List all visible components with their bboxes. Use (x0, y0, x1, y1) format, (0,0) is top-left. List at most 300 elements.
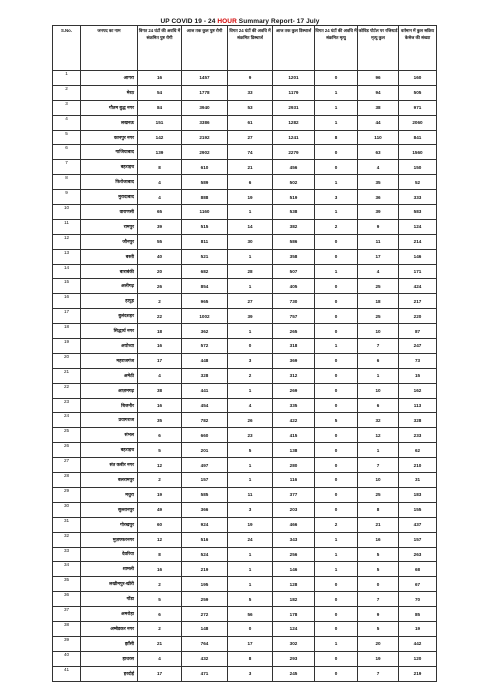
total-cases: 585 (182, 487, 228, 502)
district-name: वाराणसी (81, 205, 138, 220)
serial-number: 36 (53, 592, 81, 607)
total-discharged: 280 (273, 458, 315, 473)
serial-number: 37 (53, 607, 81, 622)
total-deaths: 36 (358, 190, 399, 205)
deaths-24h: 0 (315, 428, 358, 443)
new-cases-24h: 6 (138, 607, 182, 622)
table-row (53, 368, 437, 383)
new-cases-24h: 40 (138, 249, 182, 264)
total-deaths: 4 (358, 160, 399, 175)
new-cases-24h: 26 (138, 279, 182, 294)
total-deaths: 38 (358, 100, 399, 115)
discharged-24h: 9 (228, 71, 273, 86)
total-discharged: 256 (273, 547, 315, 562)
active-cases: 67 (399, 577, 437, 592)
total-deaths: 19 (358, 651, 399, 666)
title-suffix: Summary Report- 17 July (236, 18, 320, 25)
deaths-24h: 0 (315, 443, 358, 458)
active-cases: 15 (399, 368, 437, 383)
total-deaths: 7 (358, 592, 399, 607)
total-discharged: 1282 (273, 115, 315, 130)
district-name: मुरादाबाद (81, 190, 138, 205)
discharged-24h: 0 (228, 339, 273, 354)
total-cases: 362 (182, 324, 228, 339)
discharged-24h: 1 (228, 383, 273, 398)
deaths-24h: 0 (315, 666, 358, 681)
serial-number: 15 (53, 279, 81, 294)
table-row (53, 487, 437, 502)
active-cases: 424 (399, 279, 437, 294)
serial-number: 20 (53, 353, 81, 368)
new-cases-24h: 16 (138, 562, 182, 577)
serial-number: 2 (53, 85, 81, 100)
discharged-24h: 33 (228, 85, 273, 100)
total-discharged: 178 (273, 607, 315, 622)
total-discharged: 293 (273, 651, 315, 666)
serial-number: 24 (53, 413, 81, 428)
district-name: अमेठी (81, 368, 138, 383)
discharged-24h: 19 (228, 517, 273, 532)
active-cases: 150 (399, 160, 437, 175)
deaths-24h: 1 (315, 205, 358, 220)
active-cases: 210 (399, 458, 437, 473)
total-cases: 682 (182, 264, 228, 279)
total-cases-header: आज तक कुल पुष्ट रोगी (182, 26, 228, 71)
discharged-24h: 21 (228, 160, 273, 175)
deaths-24h: 0 (315, 71, 358, 86)
table-row (53, 517, 437, 532)
active-cases: 1560 (399, 145, 437, 160)
deaths-24h: 1 (315, 264, 358, 279)
new-cases-24h: 55 (138, 234, 182, 249)
total-deaths: 7 (358, 339, 399, 354)
sno-header: S.No. (53, 26, 81, 71)
district-name: गोंडा (81, 592, 138, 607)
new-cases-24h: 21 (138, 636, 182, 651)
total-cases: 660 (182, 428, 228, 443)
new-cases-24h: 60 (138, 517, 182, 532)
title-prefix: UP COVID 19 - 24 (160, 18, 218, 25)
total-discharged: 358 (273, 249, 315, 264)
serial-number: 3 (53, 100, 81, 115)
table-row (53, 458, 437, 473)
total-discharged-header: आज तक कुल डिस्चार्ज (273, 26, 315, 71)
serial-number: 19 (53, 339, 81, 354)
total-discharged: 422 (273, 413, 315, 428)
new-cases-24h: 54 (138, 85, 182, 100)
table-row (53, 115, 437, 130)
new-cases-24h-header: विगत 24 घंटों की अवधि में संक्रमित पुष्ट रोगी (138, 26, 182, 71)
district-name: आज़मगढ़ (81, 383, 138, 398)
district-name: देवरिया (81, 547, 138, 562)
district-name: गोरखपुर (81, 517, 138, 532)
total-cases: 454 (182, 398, 228, 413)
total-discharged: 519 (273, 190, 315, 205)
discharged-24h: 28 (228, 264, 273, 279)
table-row (53, 621, 437, 636)
total-deaths: 8 (358, 502, 399, 517)
total-cases: 524 (182, 547, 228, 562)
serial-number: 17 (53, 309, 81, 324)
discharged-24h: 1 (228, 249, 273, 264)
total-discharged: 128 (273, 577, 315, 592)
deaths-24h: 0 (315, 398, 358, 413)
table-row (53, 651, 437, 666)
discharged-24h: 2 (228, 368, 273, 383)
total-discharged: 245 (273, 666, 315, 681)
total-deaths: 39 (358, 205, 399, 220)
serial-number: 10 (53, 205, 81, 220)
discharged-24h: 1 (228, 547, 273, 562)
total-cases: 201 (182, 443, 228, 458)
active-cases: 220 (399, 309, 437, 324)
serial-number: 12 (53, 234, 81, 249)
new-cases-24h: 4 (138, 651, 182, 666)
total-cases: 888 (182, 190, 228, 205)
total-cases: 148 (182, 621, 228, 636)
active-cases: 583 (399, 205, 437, 220)
serial-number: 26 (53, 443, 81, 458)
active-cases: 263 (399, 547, 437, 562)
serial-number: 31 (53, 517, 81, 532)
total-cases: 328 (182, 368, 228, 383)
district-name: फिरोजाबाद (81, 175, 138, 190)
total-deaths: 16 (358, 532, 399, 547)
total-discharged: 318 (273, 339, 315, 354)
title-highlight: HOUR (217, 18, 237, 25)
total-cases: 610 (182, 160, 228, 175)
district-name: बिजनौर (81, 398, 138, 413)
new-cases-24h: 16 (138, 71, 182, 86)
district-name: बुलंदशहर (81, 309, 138, 324)
table-row (53, 249, 437, 264)
table-row (53, 145, 437, 160)
table-body (53, 71, 437, 682)
total-cases: 432 (182, 651, 228, 666)
total-deaths: 6 (358, 353, 399, 368)
total-cases: 157 (182, 473, 228, 488)
total-cases: 811 (182, 234, 228, 249)
deaths-24h: 0 (315, 592, 358, 607)
active-cases: 73 (399, 353, 437, 368)
table-row (53, 398, 437, 413)
table-row (53, 279, 437, 294)
new-cases-24h: 84 (138, 100, 182, 115)
table-row (53, 219, 437, 234)
new-cases-24h: 19 (138, 487, 182, 502)
active-cases: 62 (399, 443, 437, 458)
table-row (53, 413, 437, 428)
discharged-24h: 4 (228, 398, 273, 413)
table-row (53, 264, 437, 279)
table-row (53, 205, 437, 220)
serial-number: 25 (53, 428, 81, 443)
active-cases-header: वर्तमान में कुल सक्रिय केसेज की संख्या (399, 26, 437, 71)
district-name: जौनपुर (81, 234, 138, 249)
active-cases: 217 (399, 294, 437, 309)
deaths-24h: 0 (315, 383, 358, 398)
total-cases: 272 (182, 607, 228, 622)
new-cases-24h: 142 (138, 130, 182, 145)
active-cases: 247 (399, 339, 437, 354)
active-cases: 160 (399, 71, 437, 86)
serial-number: 1 (53, 71, 81, 86)
table-row (53, 562, 437, 577)
deaths-24h: 0 (315, 577, 358, 592)
discharged-24h: 23 (228, 428, 273, 443)
total-cases: 1002 (182, 309, 228, 324)
new-cases-24h: 12 (138, 458, 182, 473)
total-discharged: 538 (273, 205, 315, 220)
total-discharged: 1179 (273, 85, 315, 100)
deaths-24h: 0 (315, 502, 358, 517)
new-cases-24h: 151 (138, 115, 182, 130)
total-cases: 764 (182, 636, 228, 651)
new-cases-24h: 35 (138, 413, 182, 428)
active-cases: 31 (399, 473, 437, 488)
table-row (53, 607, 437, 622)
serial-number: 18 (53, 324, 81, 339)
total-discharged: 507 (273, 264, 315, 279)
total-discharged: 1241 (273, 130, 315, 145)
discharged-24h: 27 (228, 294, 273, 309)
deaths-24h: 1 (315, 115, 358, 130)
serial-number: 38 (53, 621, 81, 636)
deaths-24h: 0 (315, 353, 358, 368)
serial-number: 23 (53, 398, 81, 413)
deaths-24h: 0 (315, 249, 358, 264)
active-cases: 971 (399, 100, 437, 115)
total-discharged: 203 (273, 502, 315, 517)
active-cases: 85 (399, 607, 437, 622)
total-cases: 3940 (182, 100, 228, 115)
serial-number: 6 (53, 145, 81, 160)
active-cases: 505 (399, 85, 437, 100)
district-name: संभल (81, 428, 138, 443)
discharged-24h: 3 (228, 666, 273, 681)
active-cases: 437 (399, 517, 437, 532)
new-cases-24h: 8 (138, 160, 182, 175)
total-deaths: 96 (358, 71, 399, 86)
serial-number: 27 (53, 458, 81, 473)
district-name: शामली (81, 562, 138, 577)
deaths-24h: 1 (315, 562, 358, 577)
table-row (53, 666, 437, 681)
discharged-24h: 1 (228, 473, 273, 488)
total-deaths: 5 (358, 547, 399, 562)
serial-number: 28 (53, 473, 81, 488)
discharged-24h: 1 (228, 562, 273, 577)
serial-number: 32 (53, 532, 81, 547)
new-cases-24h: 2 (138, 577, 182, 592)
deaths-24h: 0 (315, 234, 358, 249)
table-row (53, 547, 437, 562)
total-cases: 195 (182, 577, 228, 592)
total-deaths: 4 (358, 264, 399, 279)
total-deaths: 6 (358, 398, 399, 413)
district-name: प्रयागराज (81, 413, 138, 428)
active-cases: 124 (399, 219, 437, 234)
serial-number: 5 (53, 130, 81, 145)
total-cases: 924 (182, 517, 228, 532)
serial-number: 30 (53, 502, 81, 517)
total-cases: 521 (182, 249, 228, 264)
discharged-24h: 14 (228, 219, 273, 234)
district-name: अम्बेडकर नगर (81, 621, 138, 636)
deaths-24h: 0 (315, 487, 358, 502)
total-deaths: 10 (358, 324, 399, 339)
deaths-24h: 0 (315, 324, 358, 339)
serial-number: 21 (53, 368, 81, 383)
active-cases: 162 (399, 383, 437, 398)
deaths-24h: 0 (315, 279, 358, 294)
active-cases: 214 (399, 234, 437, 249)
total-deaths: 110 (358, 130, 399, 145)
table-row (53, 294, 437, 309)
table-row (53, 473, 437, 488)
discharged-24h: 1 (228, 279, 273, 294)
active-cases: 146 (399, 249, 437, 264)
table-row (53, 71, 437, 86)
deaths-24h: 0 (315, 160, 358, 175)
total-cases: 2192 (182, 130, 228, 145)
new-cases-24h: 8 (138, 547, 182, 562)
deaths-24h: 1 (315, 85, 358, 100)
deaths-24h: 0 (315, 294, 358, 309)
total-discharged: 757 (273, 309, 315, 324)
table-row (53, 383, 437, 398)
discharged-24h: 1 (228, 577, 273, 592)
total-discharged: 377 (273, 487, 315, 502)
total-discharged: 405 (273, 279, 315, 294)
total-deaths: 25 (358, 279, 399, 294)
total-discharged: 335 (273, 398, 315, 413)
deaths-24h: 1 (315, 100, 358, 115)
deaths-24h: 1 (315, 547, 358, 562)
total-discharged: 2279 (273, 145, 315, 160)
deaths-24h: 3 (315, 190, 358, 205)
discharged-24h: 0 (228, 621, 273, 636)
total-cases: 441 (182, 383, 228, 398)
deaths-24h: 1 (315, 339, 358, 354)
total-discharged: 182 (273, 592, 315, 607)
active-cases: 2060 (399, 115, 437, 130)
table-row (53, 309, 437, 324)
total-cases: 1160 (182, 205, 228, 220)
discharged-24h: 1 (228, 458, 273, 473)
deaths-24h: 0 (315, 651, 358, 666)
serial-number: 39 (53, 636, 81, 651)
total-discharged: 312 (273, 368, 315, 383)
discharged-24h: 53 (228, 100, 273, 115)
new-cases-24h: 39 (138, 219, 182, 234)
total-cases: 366 (182, 502, 228, 517)
total-deaths: 5 (358, 621, 399, 636)
district-name: हाथरस (81, 651, 138, 666)
total-deaths: 1 (358, 443, 399, 458)
district-name: अयोध्या (81, 339, 138, 354)
total-deaths: 5 (358, 562, 399, 577)
table-row (53, 130, 437, 145)
discharged-24h: 5 (228, 443, 273, 458)
total-deaths: 11 (358, 234, 399, 249)
serial-number: 33 (53, 547, 81, 562)
district-name: हरदोई (81, 666, 138, 681)
active-cases: 157 (399, 532, 437, 547)
total-deaths: 32 (358, 413, 399, 428)
new-cases-24h: 2 (138, 621, 182, 636)
district-name: संत कबीर नगर (81, 458, 138, 473)
deaths-24h: 0 (315, 145, 358, 160)
district-name: बाराबंकी (81, 264, 138, 279)
discharged-24h: 61 (228, 115, 273, 130)
new-cases-24h: 18 (138, 324, 182, 339)
total-cases: 515 (182, 219, 228, 234)
district-name: सिद्धार्थ नगर (81, 324, 138, 339)
total-deaths: 94 (358, 85, 399, 100)
district-name: मेरठ (81, 85, 138, 100)
deaths-24h: 1 (315, 636, 358, 651)
total-cases: 965 (182, 294, 228, 309)
discharged-24h: 39 (228, 309, 273, 324)
new-cases-24h: 38 (138, 383, 182, 398)
total-discharged: 265 (273, 324, 315, 339)
district-name: लखीमपुर-खीरी (81, 577, 138, 592)
total-deaths: 1 (358, 368, 399, 383)
discharged-24h: 26 (228, 413, 273, 428)
table-row (53, 532, 437, 547)
total-deaths-header: कोविड पोर्टल पर रजिस्टर्ड मृत्यु कुल (358, 26, 399, 71)
discharged-24h: 3 (228, 353, 273, 368)
discharged-24h: 8 (228, 651, 273, 666)
serial-number: 11 (53, 219, 81, 234)
summary-table (52, 25, 437, 682)
district-header: जनपद का नाम (81, 26, 138, 71)
total-cases: 497 (182, 458, 228, 473)
total-discharged: 124 (273, 621, 315, 636)
active-cases: 87 (399, 324, 437, 339)
district-name: बहराइच (81, 443, 138, 458)
table-row (53, 592, 437, 607)
new-cases-24h: 49 (138, 502, 182, 517)
total-cases: 1778 (182, 85, 228, 100)
total-discharged: 302 (273, 636, 315, 651)
discharged-24h: 74 (228, 145, 273, 160)
table-row (53, 502, 437, 517)
discharged-24h: 6 (228, 175, 273, 190)
new-cases-24h: 139 (138, 145, 182, 160)
table-row (53, 85, 437, 100)
serial-number: 29 (53, 487, 81, 502)
district-name: बलरामपुर (81, 473, 138, 488)
total-discharged: 2931 (273, 100, 315, 115)
total-discharged: 269 (273, 383, 315, 398)
district-name: गाजियाबाद (81, 145, 138, 160)
total-discharged: 138 (273, 443, 315, 458)
total-discharged: 586 (273, 234, 315, 249)
discharged-24h: 56 (228, 607, 273, 622)
new-cases-24h: 6 (138, 428, 182, 443)
deaths-24h: 1 (315, 532, 358, 547)
total-cases: 589 (182, 175, 228, 190)
district-name: मुज़फ्फरनगर (81, 532, 138, 547)
total-deaths: 63 (358, 145, 399, 160)
table-row (53, 339, 437, 354)
total-deaths: 0 (358, 577, 399, 592)
total-deaths: 44 (358, 115, 399, 130)
active-cases: 120 (399, 651, 437, 666)
table-row (53, 353, 437, 368)
